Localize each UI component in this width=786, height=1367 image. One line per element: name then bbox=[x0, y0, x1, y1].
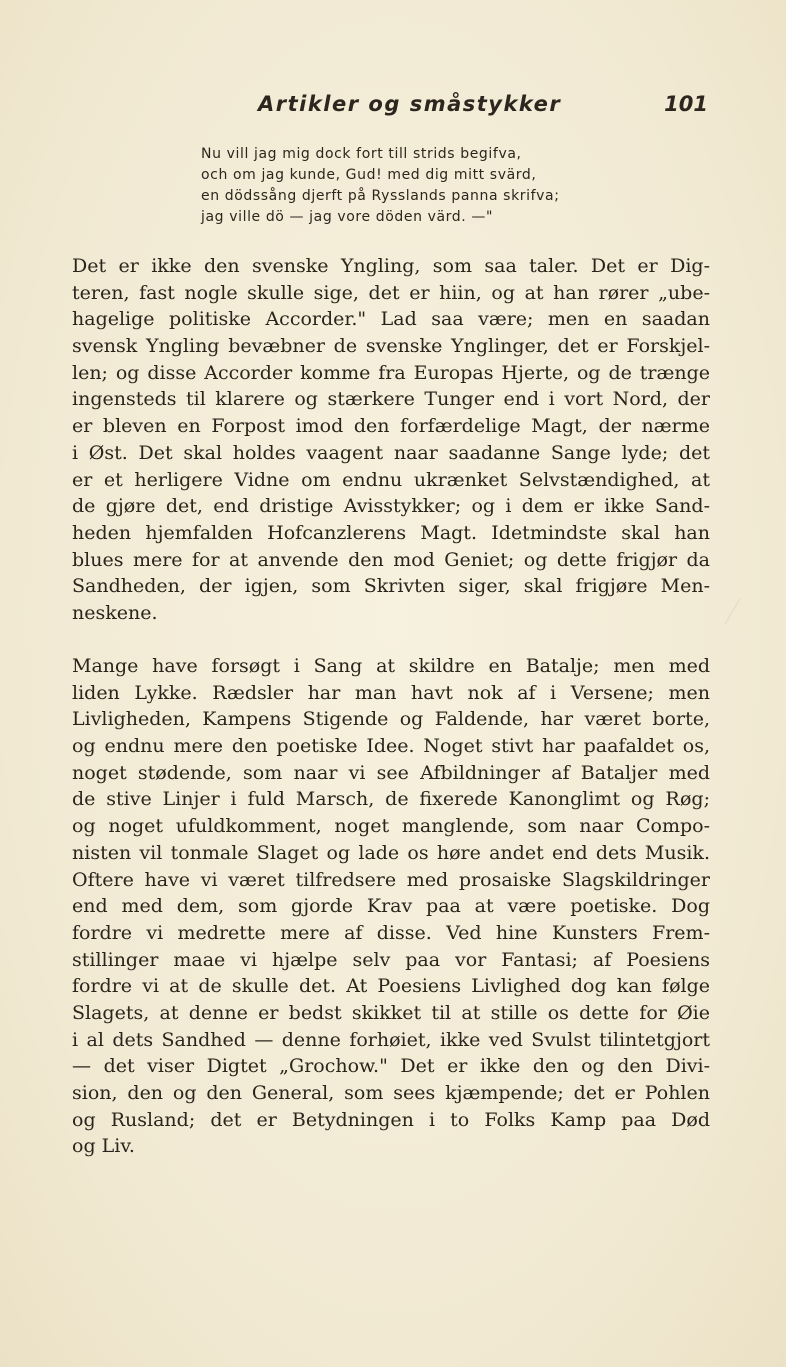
text-line: i Øst. Det skal holdes vaagent naar saadanne Sange lyde; det bbox=[72, 441, 710, 464]
text-line: ingensteds til klarere og stærkere Tunger end i vort Nord, der bbox=[72, 388, 710, 411]
text-line: Det er ikke den svenske Yngling, som saa taler. Det er Dig- bbox=[72, 255, 710, 277]
text-line: neskene. bbox=[72, 601, 158, 624]
text-line: hagelige politiske Accorder." Lad saa være; men en saadan bbox=[72, 308, 710, 331]
text-line: teren, fast nogle skulle sige, det er hiin, og at han rører „ube- bbox=[72, 281, 710, 304]
text-line: liden Lykke. Rædsler har man havt nok af i Versene; men bbox=[72, 681, 710, 704]
text-line: fordre vi at de skulle det. At Poesiens Livlighed dog kan følge bbox=[72, 975, 710, 998]
page-header bbox=[72, 92, 712, 128]
page-number: 101 bbox=[664, 92, 708, 116]
text-line: blues mere for at anvende den mod Geniet; og dette frigjør da bbox=[72, 548, 710, 571]
text-line: Slagets, at denne er bedst skikket til at stille os dette for Øie bbox=[72, 1001, 710, 1024]
text-line: er bleven en Forpost imod den forfærdelige Magt, der nærme bbox=[72, 415, 710, 438]
text-line: Livligheden, Kampens Stigende og Faldende, har været borte, bbox=[72, 708, 710, 731]
text-line: Mange have forsøgt i Sang at skildre en Batalje; men med bbox=[72, 655, 710, 677]
text-line: sion, den og den General, som sees kjæmpende; det er Pohlen bbox=[72, 1082, 710, 1104]
verse-line: Nu vill jag mig dock fort till strids begifva, bbox=[201, 146, 522, 162]
text-line: og Liv. bbox=[72, 1135, 135, 1158]
paragraph-svenske-yngling bbox=[72, 253, 710, 627]
text-line: de stive Linjer i fuld Marsch, de fixerede Kanonglimt og Røg; bbox=[72, 788, 710, 811]
text-line: fordre vi medrette mere af disse. Ved hine Kunsters Frem- bbox=[72, 921, 710, 944]
verse-line: en dödssång djerft på Rysslands panna skrifva; bbox=[201, 188, 560, 204]
text-line: og endnu mere den poetiske Idee. Noget stivt har paafaldet os, bbox=[72, 735, 710, 758]
text-line: svensk Yngling bevæbner de svenske Ynglinger, det er Forskjel- bbox=[72, 335, 710, 358]
text-line: noget stødende, som naar vi see Afbildninger af Bataljer med bbox=[72, 761, 710, 784]
text-line: de gjøre det, end dristige Avisstykker; og i dem er ikke Sand- bbox=[72, 495, 710, 518]
text-line: Oftere have vi været tilfredsere med prosaiske Slagskildringer bbox=[72, 868, 710, 891]
text-line: stillinger maae vi hjælpe selv paa vor Fantasi; af Poesiens bbox=[72, 948, 710, 971]
text-line: nisten vil tonmale Slaget og lade os høre andet end dets Musik. bbox=[72, 841, 710, 864]
text-line: og noget ufuldkomment, noget manglende, som naar Compo- bbox=[72, 815, 710, 838]
text-line: Sandheden, der igjen, som Skrivten siger, skal frigjøre Men- bbox=[72, 575, 710, 598]
text-line: — det viser Digtet „Grochow." Det er ikke den og den Divi- bbox=[72, 1055, 710, 1078]
paragraph-batalje bbox=[72, 653, 710, 1160]
verse-quote bbox=[201, 144, 621, 228]
text-line: heden hjemfalden Hofcanzlerens Magt. Idetmindste skal han bbox=[72, 521, 710, 544]
paper-mark bbox=[725, 598, 753, 631]
text-line: i al dets Sandhed — denne forhøiet, ikke ved Svulst tilintetgjort bbox=[72, 1028, 710, 1051]
verse-line: och om jag kunde, Gud! med dig mitt svärd, bbox=[201, 167, 537, 183]
text-line: er et herligere Vidne om endnu ukrænket Selvstændighed, at bbox=[72, 468, 710, 491]
text-line: len; og disse Accorder komme fra Europas Hjerte, og de trænge bbox=[72, 361, 710, 384]
text-line: end med dem, som gjorde Krav paa at være poetiske. Dog bbox=[72, 895, 710, 918]
text-line: og Rusland; det er Betydningen i to Folks Kamp paa Død bbox=[72, 1108, 710, 1131]
running-title: Artikler og småstykker bbox=[258, 92, 562, 116]
verse-line: jag ville dö — jag vore döden värd. —" bbox=[201, 209, 494, 225]
